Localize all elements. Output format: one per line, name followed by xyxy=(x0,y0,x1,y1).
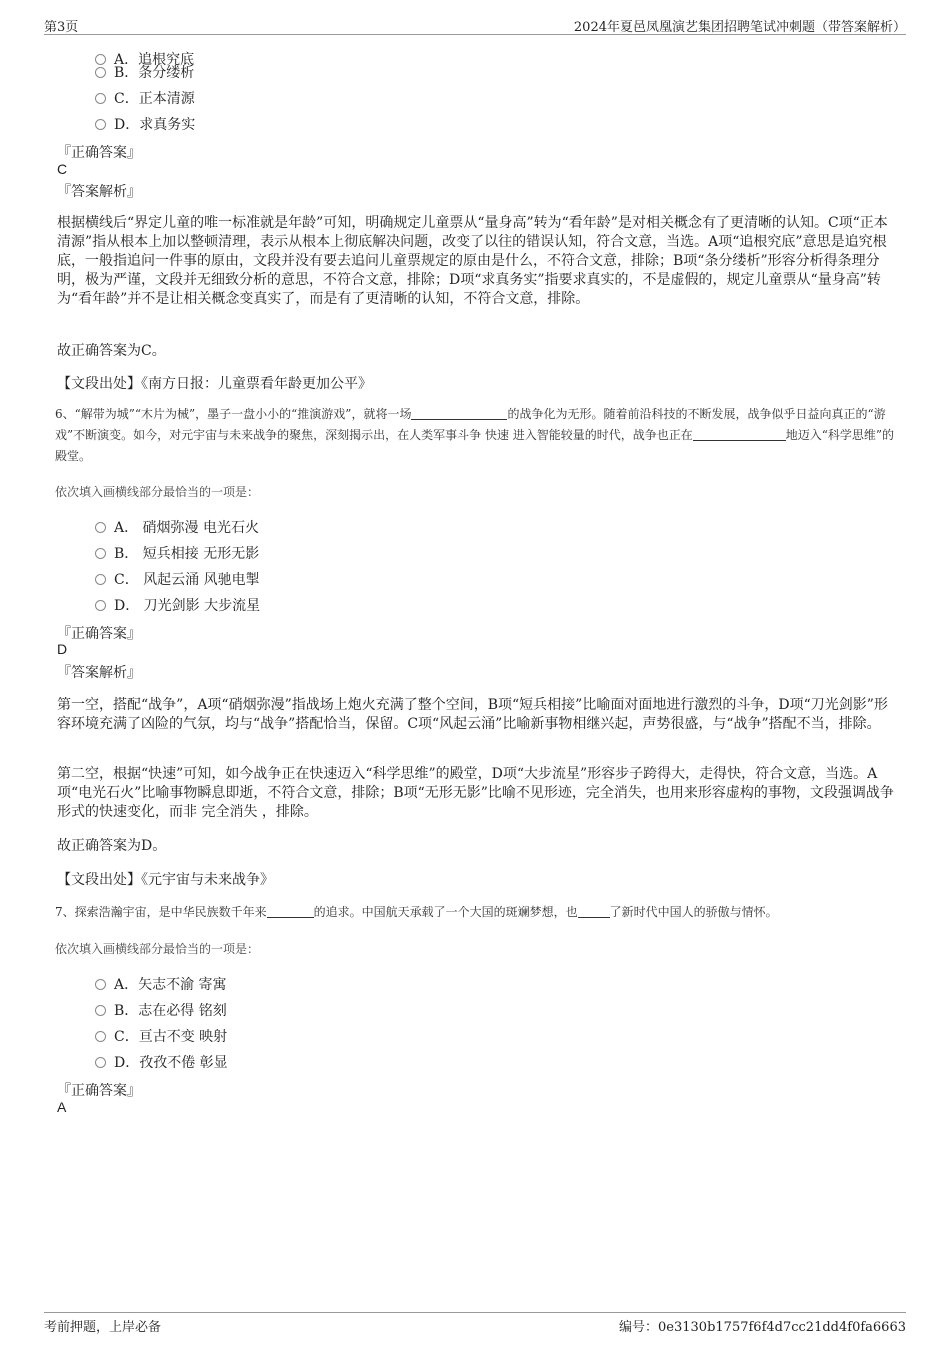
radio-icon[interactable] xyxy=(95,119,106,130)
radio-icon[interactable] xyxy=(95,548,106,559)
q7-answer-label: 『正确答案』 xyxy=(57,1083,141,1099)
q6-option-a[interactable]: A． 硝烟弥漫 电光石火 xyxy=(95,517,259,537)
page-header xyxy=(44,16,906,35)
radio-icon[interactable] xyxy=(95,1031,106,1042)
radio-icon[interactable] xyxy=(95,1057,106,1068)
radio-icon[interactable] xyxy=(95,574,106,585)
radio-icon[interactable] xyxy=(95,600,106,611)
q7-prompt: 依次填入画横线部分最恰当的一项是： xyxy=(55,942,260,956)
q6-stem: 6、“解带为城”“木片为械”，墨子一盘小小的“推演游戏”，就将一场 的战争化为无形。随着前沿科技的不断发展，战争似乎日益向真正的“游戏”不断演变。如今，对元宇宙与未来战争的聚焦，深刻揭示出，在人类军事斗争 快速 进入智能较量的时代，战争也正在 地迈入“科学思维”的殿堂。 xyxy=(55,407,895,463)
radio-icon[interactable] xyxy=(95,522,106,533)
page-footer xyxy=(44,1312,906,1335)
q5-option-c[interactable]: C．正本清源 xyxy=(95,88,195,108)
q6-option-c[interactable]: C． 风起云涌 风驰电掣 xyxy=(95,569,260,589)
q6-answer-label: 『正确答案』 xyxy=(57,626,141,642)
blank-2 xyxy=(578,905,610,918)
q7-option-a[interactable]: A．矢志不渝 寄寓 xyxy=(95,974,227,994)
q6-analysis-label: 『答案解析』 xyxy=(57,665,141,681)
q6-source: 【文段出处】《元宇宙与未来战争》 xyxy=(57,872,274,888)
q7-answer: A xyxy=(57,1099,67,1115)
q6-option-b[interactable]: B． 短兵相接 无形无影 xyxy=(95,543,259,563)
radio-icon[interactable] xyxy=(95,979,106,990)
q6-option-d[interactable]: D． 刀光剑影 大步流星 xyxy=(95,595,260,615)
q6-answer: D xyxy=(57,641,68,657)
q5-conclusion: 故正确答案为C。 xyxy=(57,343,166,359)
page-number: 第3页 xyxy=(44,20,79,35)
footer-code: 编号：0e3130b1757f6f4d7cc21dd4f0fa6663 xyxy=(619,1320,906,1335)
q6-analysis-1: 第一空，搭配“战争”，A项“硝烟弥漫”指战场上炮火充满了整个空间，B项“短兵相接”比喻面对面地进行激烈的斗争，D项“刀光剑影”形容环境充满了凶险的气氛，均与“战争”搭配恰当，保留。C项“风起云涌”比喻新事物相继兴起，声势很盛，与“战争”搭配不当，排除。 xyxy=(57,697,888,732)
blank-1 xyxy=(411,407,507,420)
q5-answer-label: 『正确答案』 xyxy=(57,145,141,161)
q7-option-d[interactable]: D．孜孜不倦 彰显 xyxy=(95,1052,228,1072)
q6-prompt: 依次填入画横线部分最恰当的一项是： xyxy=(55,485,260,499)
blank-2 xyxy=(693,428,786,441)
q7-option-c[interactable]: C．亘古不变 映射 xyxy=(95,1026,227,1046)
footer-slogan: 考前押题，上岸必备 xyxy=(44,1320,162,1335)
q5-source: 【文段出处】《南方日报：儿童票看年龄更加公平》 xyxy=(57,376,372,392)
radio-icon[interactable] xyxy=(95,1005,106,1016)
q6-analysis-2: 第二空，根据“快速”可知，如今战争正在快速迈入“科学思维”的殿堂，D项“大步流星”形容步子跨得大，走得快，符合文意，当选。A项“电光石火”比喻事物瞬息即逝，不符合文意，排除；B项“无形无影”比喻不见形迹，完全消失，也用来形容虚构的事物，文段强调战争形式的快速变化，而非 完全消失 ，排除。 xyxy=(57,766,894,820)
radio-icon[interactable] xyxy=(95,67,106,78)
document-title: 2024年夏邑凤凰演艺集团招聘笔试冲刺题（带答案解析） xyxy=(573,20,906,35)
q7-stem: 7、探索浩瀚宇宙，是中华民族数千年来 的追求。中国航天承载了一个大国的斑斓梦想，也 了新时代中国人的骄傲与情怀。 xyxy=(55,905,778,919)
blank-1 xyxy=(267,905,314,918)
q5-analysis-label: 『答案解析』 xyxy=(57,184,141,200)
q5-option-a[interactable]: A．追根究底 xyxy=(95,49,194,69)
q7-option-b[interactable]: B．志在必得 铭刻 xyxy=(95,1000,227,1020)
q5-option-d[interactable]: D．求真务实 xyxy=(95,114,195,134)
q5-analysis: 根据横线后“界定儿童的唯一标准就是年龄”可知，明确规定儿童票从“量身高”转为“看年龄”是对相关概念有了更清晰的认知。C项“正本清源”指从根本上加以整顿清理，表示从根本上彻底解决问题，改变了以往的错误认知，符合文意，当选。A项“追根究底”意思是追究根底，一般指追问一件事的原由，文段并没有要去追问儿童票规定的原由是什么，不符合文意，排除；B项“条分缕析”形容分析得条理分明，极为严谨，文段并无细致分析的意思，不符合文意，排除；D项“求真务实”指要求真实的，不是虚假的，规定儿童票从“量身高”转为“看年龄”并不是让相关概念变真实了，而是有了更清晰的认知，不符合文意，排除。 xyxy=(57,215,888,307)
q5-answer: C xyxy=(57,161,68,177)
q5-option-b[interactable]: B．条分缕析 xyxy=(95,62,194,82)
radio-icon[interactable] xyxy=(95,93,106,104)
q6-conclusion: 故正确答案为D。 xyxy=(57,838,167,854)
